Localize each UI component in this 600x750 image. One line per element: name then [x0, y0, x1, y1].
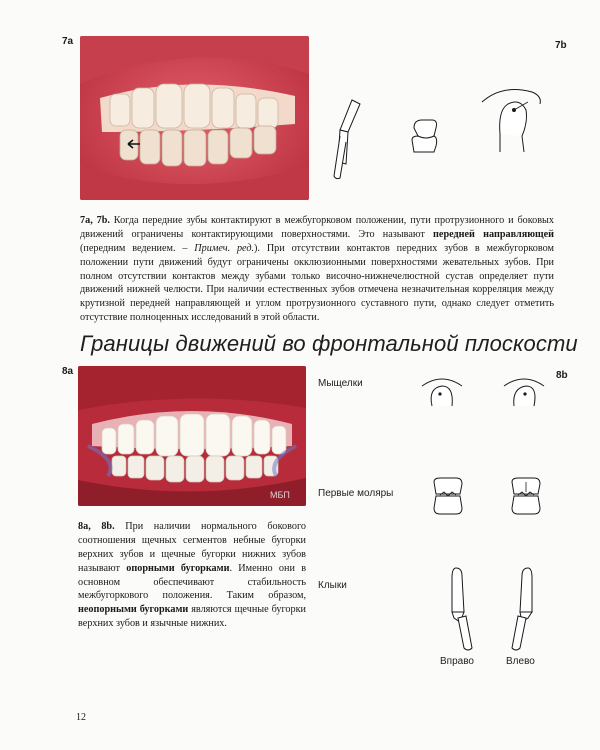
- molar-left-diagram: [508, 476, 544, 516]
- watermark: МБП: [270, 490, 290, 500]
- caption-8-text-3: являются щечные бугорки верхних зубов и язычные нижних.: [78, 604, 306, 630]
- figure-7b-label: 7b: [555, 40, 567, 51]
- section-title: Границы движений во фронтальной плоскости: [80, 331, 578, 356]
- page-number: 12: [76, 712, 86, 723]
- editor-note: Примеч. ред.: [194, 242, 255, 254]
- label-right: Вправо: [440, 656, 474, 667]
- caption-8-text-2: . Именно они в основном обеспечивают стабильность межбугоркового положения. Таким образом,: [78, 562, 307, 602]
- condyle-right-diagram: [418, 374, 468, 408]
- label-left: Влево: [506, 656, 535, 667]
- figure-8-caption: [78, 520, 306, 631]
- figure-8a-label: 8a: [62, 366, 74, 377]
- term-anterior-guidance: передней направляющей: [433, 228, 554, 240]
- term-nonsupporting-cusps: неопорными бугорками: [78, 604, 189, 616]
- caption-7-text-2: (передним ведением. –: [80, 242, 195, 254]
- canine-right-diagram: [444, 566, 480, 652]
- term-supporting-cusps: опорными бугорками: [126, 562, 230, 574]
- molar-right-diagram: [430, 476, 466, 516]
- figure-7a-photo: [80, 36, 309, 200]
- row-label-condyles: Мыщелки: [318, 378, 363, 389]
- figure-7a-label: 7a: [62, 36, 74, 47]
- caption-8-lead: 8a, 8b.: [78, 521, 115, 532]
- caption-7-text-1: Когда передние зубы контактируют в межбугорковом положении, пути протрузионного и боковых движений ограничены контактирующими поверхностями. Это называют: [80, 215, 554, 240]
- figure-7-caption: [80, 214, 554, 325]
- figure-8b-label: 8b: [556, 370, 568, 381]
- caption-7-lead: 7a, 7b.: [80, 215, 110, 226]
- caption-7-text-3: ). При отсутствии контактов передних зубов в межбугорковом положении пути движений будут ограничены окклюзионными поверхностями жевательных зубов. При полном отсутствии контактов между зубами только височно-нижнечелюстной сустав определяет пути движений нижней челюсти. При наличии естественных зубов отмечена незначительная корреляция между крутизной передней направляющей и углом протрузионного суставного пути, однако следует отметить отсутствие полноценных исследований в этой области.: [80, 242, 554, 324]
- canine-left-diagram: [506, 566, 542, 652]
- caption-8-text-1: При наличии нормального бокового соотношения щечных сегментов небные бугорки верхних зубов и щечные бугорки нижних зубов называют: [78, 521, 307, 574]
- figure-8a-photo: [78, 366, 306, 506]
- condyle-left-diagram: [500, 374, 550, 408]
- row-label-canines: Клыки: [318, 580, 347, 591]
- row-label-molars: Первые моляры: [318, 488, 394, 499]
- figure-7b-diagram: [322, 80, 552, 190]
